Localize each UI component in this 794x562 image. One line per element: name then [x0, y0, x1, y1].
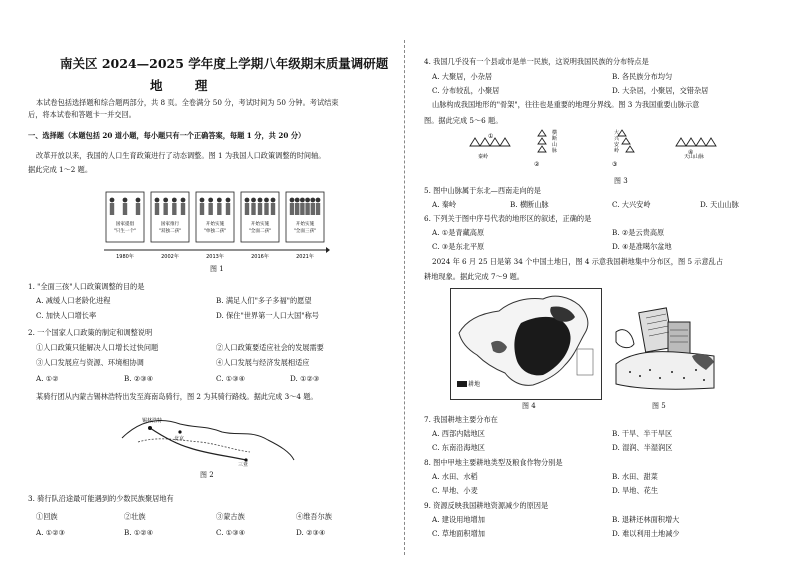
fig1-person-body: [300, 203, 304, 215]
q9-option-a[interactable]: A. 建设用地增加: [432, 515, 485, 524]
fig1-person-body: [217, 203, 221, 215]
q4-stem: 4. 我国几乎没有一个县或市是单一民族，这说明我国民族的分布特点是: [424, 57, 649, 66]
q3-option-c[interactable]: C. ①③④: [216, 528, 246, 537]
fig1-person-head: [305, 198, 310, 203]
fig3-number-label: ①: [488, 133, 494, 140]
figure-2-route-map: [118, 408, 298, 468]
fig1-person-head: [123, 198, 128, 203]
lead-7-9-line-1: 2024 年 6 月 25 日是第 34 个中国土地日，图 4 示意我国耕地集中分布区，图 5 示意乱占: [432, 257, 724, 266]
fig1-person-head: [226, 198, 231, 203]
fig1-year-label: 2016年: [251, 254, 269, 260]
fig3-mountain-peaks: [618, 130, 634, 152]
column-divider: [404, 40, 405, 555]
q8-option-b[interactable]: B. 水田、甜菜: [612, 472, 658, 481]
fig1-person-head: [295, 198, 300, 203]
fig1-person-head: [251, 198, 256, 203]
fig3-mountain-peaks: [538, 130, 546, 152]
fig2-label-beijing: 北京: [174, 436, 185, 442]
fig3-mountain-peaks: [676, 138, 716, 146]
q4-option-d[interactable]: D. 大杂居，小聚居，交错杂居: [612, 86, 709, 95]
q1-option-a[interactable]: A. 减缓人口老龄化进程: [36, 296, 111, 305]
figure-1-timeline: [100, 190, 330, 260]
q3-statement-4: ④维吾尔族: [296, 512, 332, 521]
q5-option-d[interactable]: D. 天山山脉: [700, 200, 739, 209]
lead-7-9-line-2: 耕地现象。据此完成 7～9 题。: [424, 272, 524, 281]
fig1-person-head: [290, 198, 295, 203]
fig1-person-body: [251, 203, 255, 215]
q8-option-a[interactable]: A. 水田、水稻: [432, 472, 478, 481]
fig1-policy-label: 国家推行: [160, 222, 180, 227]
fig1-person-head: [208, 198, 213, 203]
q6-option-c[interactable]: C. ③是东北平原: [432, 242, 485, 251]
q3-option-b[interactable]: B. ①②④: [124, 528, 154, 537]
fig3-number-label: ④: [688, 149, 694, 156]
q7-stem: 7. 我国耕地主要分布在: [424, 415, 498, 424]
q2-statement-1: ①人口政策只能解决人口增长过快问题: [36, 343, 159, 352]
q1-stem: 1. "全面三孩"人口政策调整的目的是: [28, 282, 145, 291]
figure-2-caption: 图 2: [200, 471, 214, 479]
q9-option-d[interactable]: D. 难以利用土地减少: [612, 529, 680, 538]
fig1-person-body: [264, 203, 268, 215]
q2-option-c[interactable]: C. ①③④: [216, 374, 246, 383]
q2-stem: 2. 一个国家人口政策的制定和调整说明: [28, 328, 153, 337]
figure-3-caption: 图 3: [614, 177, 628, 185]
fig1-person-body: [110, 203, 114, 215]
figure-2-svg: [118, 408, 298, 468]
q9-stem: 9. 资源反映我国耕地资源减少的原因是: [424, 501, 549, 510]
fig1-policy-label: "全面二孩": [248, 229, 272, 234]
fig1-year-label: 2013年: [206, 254, 224, 260]
intro-line-1: 本试卷包括选择题和综合题两部分，共 8 页。全卷满分 50 分，考试时间为 50 分钟。考试结束: [36, 98, 339, 107]
q3-statement-3: ③蒙古族: [216, 512, 245, 521]
q9-option-b[interactable]: B. 退耕还林面积增大: [612, 515, 680, 524]
lead-5-6-line-2: 图。据此完成 5～6 题。: [424, 116, 503, 125]
fig1-policy-label: 开始实施: [295, 222, 315, 227]
fig1-person-head: [310, 198, 315, 203]
fig1-person-head: [300, 198, 305, 203]
fig1-person-body: [226, 203, 230, 215]
fig1-person-body: [258, 203, 262, 215]
fig2-label-sanya: 三亚: [238, 462, 249, 468]
lead-1-2-line-1: 改革开放以来，我国的人口生育政策进行了动态调整。图 1 为我国人口政策调整的时间轴。: [36, 151, 326, 160]
figure-4-legend-label: 耕地: [468, 381, 481, 388]
q3-option-a[interactable]: A. ①②③: [36, 528, 66, 537]
exam-subject: 地 理: [150, 78, 222, 93]
fig1-policy-label: "全面三孩": [293, 229, 317, 234]
figure-1-caption: 图 1: [210, 265, 224, 273]
fig1-person-head: [155, 198, 160, 203]
q4-option-c[interactable]: C. 分布较乱，小聚居: [432, 86, 500, 95]
q1-option-c[interactable]: C. 加快人口增长率: [36, 311, 97, 320]
fig3-number-label: ③: [612, 161, 618, 168]
figure-4-caption: 图 4: [522, 402, 536, 410]
figure-3-svg: [460, 128, 730, 174]
fig1-person-body: [311, 203, 315, 215]
fig1-person-head: [264, 198, 269, 203]
figure-3-mountains: [460, 128, 730, 174]
fig1-person-head: [172, 198, 177, 203]
q8-stem: 8. 图中甲地主要耕地类型及粮食作物分别是: [424, 458, 563, 467]
q3-option-d[interactable]: D. ②③④: [296, 528, 326, 537]
lead-1-2-line-2: 据此完成 1～2 题。: [28, 165, 93, 174]
fig1-person-body: [305, 203, 309, 215]
fig1-person-body: [295, 203, 299, 215]
q7-option-a[interactable]: A. 西部内陆地区: [432, 429, 485, 438]
fig1-person-head: [316, 198, 321, 203]
fig1-person-body: [123, 203, 127, 215]
fig1-year-label: 1980年: [116, 254, 134, 260]
q1-option-b[interactable]: B. 满足人们"多子多福"的愿望: [216, 296, 312, 305]
fig3-number-label: ②: [534, 161, 540, 168]
fig1-person-body: [200, 203, 204, 215]
fig3-mountain-label: 天山山脉: [684, 154, 705, 160]
q3-statement-1: ①回族: [36, 512, 58, 521]
q3-stem: 3. 骑行队沿途最可能遇到的少数民族聚居地有: [28, 494, 174, 503]
fig1-person-head: [271, 198, 276, 203]
fig1-person-head: [163, 198, 168, 203]
q5-option-c[interactable]: C. 大兴安岭: [612, 200, 651, 209]
fig3-mountain-label: 大兴安岭: [614, 130, 620, 154]
fig1-person-head: [110, 198, 115, 203]
q4-option-a[interactable]: A. 大聚居，小杂居: [432, 72, 493, 81]
figure-1-svg: [100, 190, 330, 260]
fig1-person-body: [316, 203, 320, 215]
fig1-policy-label: "只生一个": [113, 229, 137, 234]
q1-option-d[interactable]: D. 保住"世界第一人口大国"称号: [216, 311, 319, 320]
q8-option-d[interactable]: D. 旱地、花生: [612, 486, 659, 495]
fig3-mountain-label: 秦岭: [478, 154, 489, 160]
q2-option-a[interactable]: A. ①②: [36, 374, 59, 383]
fig1-policy-label: "单独二孩": [203, 229, 227, 234]
fig1-policy-label: 国家提倡: [115, 222, 135, 227]
q7-option-c[interactable]: C. 东南沿海地区: [432, 443, 485, 452]
figure-5-svg: [610, 292, 720, 392]
q2-statement-3: ③人口发展应与资源、环境相协调: [36, 358, 144, 367]
fig1-person-head: [258, 198, 263, 203]
q2-option-b[interactable]: B. ②③④: [124, 374, 154, 383]
q6-option-d[interactable]: D. ④是准噶尔盆地: [612, 242, 672, 251]
q5-stem: 5. 图中山脉属于东北—西南走向的是: [424, 186, 541, 195]
fig1-person-body: [163, 203, 167, 215]
fig2-label-xilinhot: 锡林浩特: [142, 418, 163, 424]
intro-line-2: 后，将本试卷和答题卡一并交回。: [28, 110, 136, 119]
q6-option-b[interactable]: B. ②是云贵高原: [612, 228, 665, 237]
fig1-person-head: [181, 198, 186, 203]
fig1-person-body: [181, 203, 185, 215]
fig1-person-body: [290, 203, 294, 215]
lead-5-6-line-1: 山脉构成我国地形的"骨架"，往往也是重要的地理分界线。图 3 为我国重要山脉示意: [432, 100, 700, 109]
q6-option-a[interactable]: A. ①是青藏高原: [432, 228, 485, 237]
q2-option-d[interactable]: D. ①②③: [290, 374, 320, 383]
q3-statement-2: ②壮族: [124, 512, 146, 521]
fig1-policy-label: 开始实施: [205, 222, 225, 227]
q6-stem: 6. 下列关于图中序号代表的地形区的叙述，正确的是: [424, 214, 592, 223]
q4-option-b[interactable]: B. 各民族分布均匀: [612, 72, 673, 81]
figure-5-caption: 图 5: [652, 402, 666, 410]
q9-option-c[interactable]: C. 草地面积增加: [432, 529, 485, 538]
fig1-year-label: 2002年: [161, 254, 179, 260]
fig1-person-head: [200, 198, 205, 203]
figure-5-cartoon: [610, 292, 720, 392]
exam-title: 南关区 2024—2025 学年度上学期八年级期末质量调研题: [60, 56, 389, 71]
q2-statement-2: ②人口政策要适应社会的发展需要: [216, 343, 324, 352]
fig1-person-body: [136, 203, 140, 215]
q7-option-b[interactable]: B. 干旱、半干旱区: [612, 429, 673, 438]
fig1-person-body: [271, 203, 275, 215]
fig1-person-head: [217, 198, 222, 203]
fig3-mountain-label: 横断山脉: [552, 130, 558, 154]
q2-statement-4: ④人口发展与经济发展相适应: [216, 358, 310, 367]
section-heading: 一、选择题（本题包括 20 道小题，每小题只有一个正确答案，每题 1 分，共 20 分）: [28, 131, 306, 140]
fig1-person-head: [136, 198, 141, 203]
fig1-person-head: [245, 198, 250, 203]
fig1-policy-label: 开始实施: [250, 222, 270, 227]
q5-option-b[interactable]: B. 横断山脉: [510, 200, 549, 209]
fig1-person-body: [155, 203, 159, 215]
q7-option-d[interactable]: D. 湿润、半湿润区: [612, 443, 673, 452]
fig1-year-label: 2021年: [296, 254, 314, 260]
fig1-person-body: [208, 203, 212, 215]
fig1-policy-label: "双独二孩": [158, 229, 182, 234]
fig1-person-body: [245, 203, 249, 215]
fig1-person-body: [172, 203, 176, 215]
q5-option-a[interactable]: A. 秦岭: [432, 200, 457, 209]
lead-3-4: 某骑行团从内蒙古锡林浩特出发至海南岛骑行，图 2 为其骑行路线。据此完成 3～4 题。: [36, 392, 318, 401]
q8-option-c[interactable]: C. 旱地、小麦: [432, 486, 478, 495]
